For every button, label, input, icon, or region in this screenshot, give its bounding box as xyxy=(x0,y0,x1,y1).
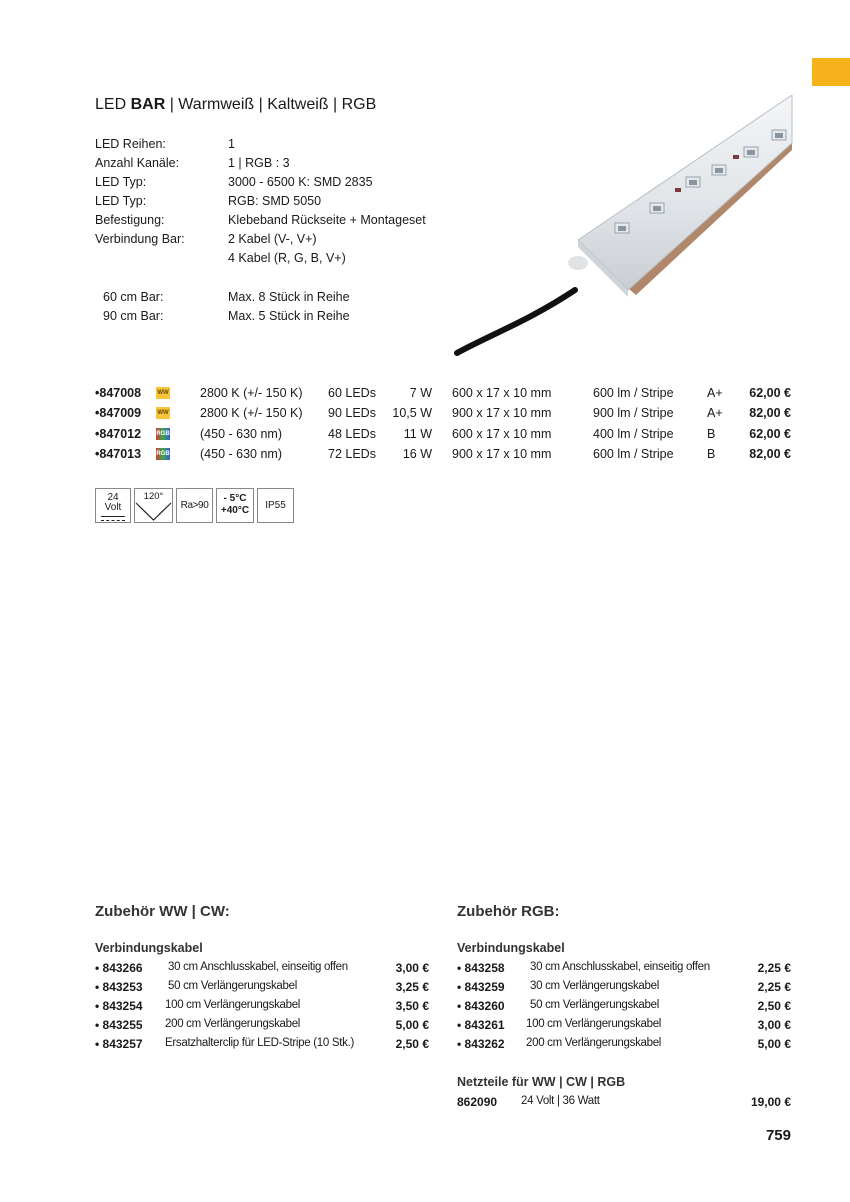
led-count: 90 LEDs xyxy=(328,406,376,420)
spec-value: Klebeband Rückseite + Montageset xyxy=(228,213,426,227)
list-item xyxy=(95,1037,431,1055)
item-description: 24 Volt | 36 Watt xyxy=(521,1095,600,1107)
bar-length-value: Max. 5 Stück in Reihe xyxy=(228,309,350,323)
voltage-unit: Volt xyxy=(104,502,122,513)
wattage: 16 W xyxy=(402,447,432,461)
item-description: 30 cm Verlängerungskabel xyxy=(530,980,659,992)
spec-value: 1 | RGB : 3 xyxy=(228,156,290,170)
dimensions: 900 x 17 x 10 mm xyxy=(452,406,552,420)
connection-cable-heading: Verbindungskabel xyxy=(457,941,565,955)
article-number: •847012 xyxy=(95,427,142,441)
beam-angle-120-icon xyxy=(134,488,173,523)
list-item xyxy=(457,1018,793,1036)
article-number: •847009 xyxy=(95,406,142,420)
list-item xyxy=(95,1018,431,1036)
price: 2,50 € xyxy=(395,1037,429,1051)
wavelength: (450 - 630 nm) xyxy=(200,447,282,461)
price: 3,25 € xyxy=(395,980,429,994)
energy-class: B xyxy=(707,447,716,461)
price: 3,00 € xyxy=(395,961,429,975)
list-item xyxy=(457,961,793,979)
wattage: 11 W xyxy=(403,427,432,441)
voltage-value: 24 xyxy=(107,492,119,503)
luminous-flux: 900 lm / Stripe xyxy=(593,406,674,420)
list-item xyxy=(457,1095,793,1113)
dimensions: 600 x 17 x 10 mm xyxy=(452,427,552,441)
warm-white-badge-icon: WW xyxy=(156,407,170,419)
price: 3,50 € xyxy=(395,999,429,1013)
price: 19,00 € xyxy=(750,1095,791,1109)
list-item xyxy=(95,999,431,1017)
article-number: • 843258 xyxy=(457,961,505,975)
wavelength: (450 - 630 nm) xyxy=(200,427,282,441)
connection-cable-heading: Verbindungskabel xyxy=(95,941,203,955)
color-temperature: 2800 K (+/- 150 K) xyxy=(200,406,303,420)
ip-rating: IP55 xyxy=(265,500,286,511)
article-number: • 843262 xyxy=(457,1037,505,1051)
price: 2,50 € xyxy=(757,999,791,1013)
cri-ra90-icon xyxy=(176,488,213,523)
accessories-rgb-heading: Zubehör RGB: xyxy=(457,903,560,920)
spec-label: LED Reihen: xyxy=(95,137,166,151)
article-number: • 843255 xyxy=(95,1018,143,1032)
article-number: • 843261 xyxy=(457,1018,505,1032)
item-description: 50 cm Verlängerungskabel xyxy=(530,999,659,1011)
bar-length-label: 60 cm Bar: xyxy=(103,290,164,304)
luminous-flux: 400 lm / Stripe xyxy=(593,427,674,441)
list-item xyxy=(95,980,431,998)
list-item xyxy=(457,999,793,1017)
article-number: 862090 xyxy=(457,1095,498,1109)
temperature-low: - 5°C xyxy=(223,493,247,504)
price: 62,00 € xyxy=(749,427,791,441)
spec-label: LED Typ: xyxy=(95,175,147,189)
article-number: • 843253 xyxy=(95,980,143,994)
article-number: •847013 xyxy=(95,447,142,461)
power-supply-heading: Netzteile für WW | CW | RGB xyxy=(457,1075,626,1089)
color-temperature: 2800 K (+/- 150 K) xyxy=(200,386,303,400)
table-row xyxy=(95,447,795,467)
beam-angle-value: 120° xyxy=(143,491,164,502)
led-count: 72 LEDs xyxy=(328,447,376,461)
wattage: 10,5 W xyxy=(392,406,432,420)
bar-length-label: 90 cm Bar: xyxy=(103,309,164,323)
spec-value: 3000 - 6500 K: SMD 2835 xyxy=(228,175,373,189)
table-row xyxy=(95,427,795,447)
article-number: • 843266 xyxy=(95,961,143,975)
price: 3,00 € xyxy=(757,1018,791,1032)
accessories-ww-cw-heading: Zubehör WW | CW: xyxy=(95,903,230,920)
spec-label: LED Typ: xyxy=(95,194,147,208)
list-item xyxy=(95,961,431,979)
list-item xyxy=(457,980,793,998)
energy-class: A+ xyxy=(707,386,723,400)
rgb-badge-icon: RGB xyxy=(156,448,170,460)
item-description: 30 cm Anschlusskabel, einseitig offen xyxy=(168,961,348,973)
article-number: • 843254 xyxy=(95,999,143,1013)
energy-class: A+ xyxy=(707,406,723,420)
temperature-range-icon xyxy=(216,488,254,523)
price: 82,00 € xyxy=(749,406,791,420)
item-description: 200 cm Verlängerungskabel xyxy=(165,1018,301,1030)
dimensions: 900 x 17 x 10 mm xyxy=(452,447,552,461)
item-description: Ersatzhalterclip für LED-Stripe (10 Stk.) xyxy=(165,1037,355,1049)
article-number: • 843259 xyxy=(457,980,505,994)
section-tab-marker xyxy=(812,58,850,86)
spec-value: 2 Kabel (V-, V+) xyxy=(228,232,317,246)
item-description: 100 cm Verlängerungskabel xyxy=(526,1018,662,1030)
item-description: 200 cm Verlängerungskabel xyxy=(526,1037,662,1049)
wattage: 7 W xyxy=(409,386,432,400)
luminous-flux: 600 lm / Stripe xyxy=(593,447,674,461)
led-count: 48 LEDs xyxy=(328,427,376,441)
list-item xyxy=(457,1037,793,1055)
table-row xyxy=(95,386,795,406)
bar-length-value: Max. 8 Stück in Reihe xyxy=(228,290,350,304)
article-number: • 843260 xyxy=(457,999,505,1013)
price: 5,00 € xyxy=(757,1037,791,1051)
spec-value: RGB: SMD 5050 xyxy=(228,194,322,208)
spec-label: Anzahl Kanäle: xyxy=(95,156,180,170)
page-title: LED BAR | Warmweiß | Kaltweiß | RGB xyxy=(95,96,377,113)
item-description: 50 cm Verlängerungskabel xyxy=(168,980,297,992)
price: 2,25 € xyxy=(757,961,791,975)
spec-label: Verbindung Bar: xyxy=(95,232,185,246)
page-number: 759 xyxy=(765,1127,791,1144)
spec-value: 4 Kabel (R, G, B, V+) xyxy=(228,251,346,265)
price: 62,00 € xyxy=(749,386,791,400)
spec-value: 1 xyxy=(228,137,235,151)
energy-class: B xyxy=(707,427,716,441)
luminous-flux: 600 lm / Stripe xyxy=(593,386,674,400)
article-number: •847008 xyxy=(95,386,142,400)
cri-value: Ra>90 xyxy=(180,500,209,511)
spec-label: Befestigung: xyxy=(95,213,165,227)
led-bar-product-image xyxy=(450,95,800,365)
rgb-badge-icon: RGB xyxy=(156,428,170,440)
table-row xyxy=(95,406,795,426)
price: 82,00 € xyxy=(749,447,791,461)
warm-white-badge-icon: WW xyxy=(156,387,170,399)
ip55-icon xyxy=(257,488,294,523)
led-count: 60 LEDs xyxy=(328,386,376,400)
dimensions: 600 x 17 x 10 mm xyxy=(452,386,552,400)
voltage-24v-icon xyxy=(95,488,131,523)
item-description: 100 cm Verlängerungskabel xyxy=(165,999,301,1011)
price: 2,25 € xyxy=(757,980,791,994)
item-description: 30 cm Anschlusskabel, einseitig offen xyxy=(530,961,710,973)
article-number: • 843257 xyxy=(95,1037,143,1051)
temperature-high: +40°C xyxy=(220,505,250,516)
price: 5,00 € xyxy=(395,1018,429,1032)
